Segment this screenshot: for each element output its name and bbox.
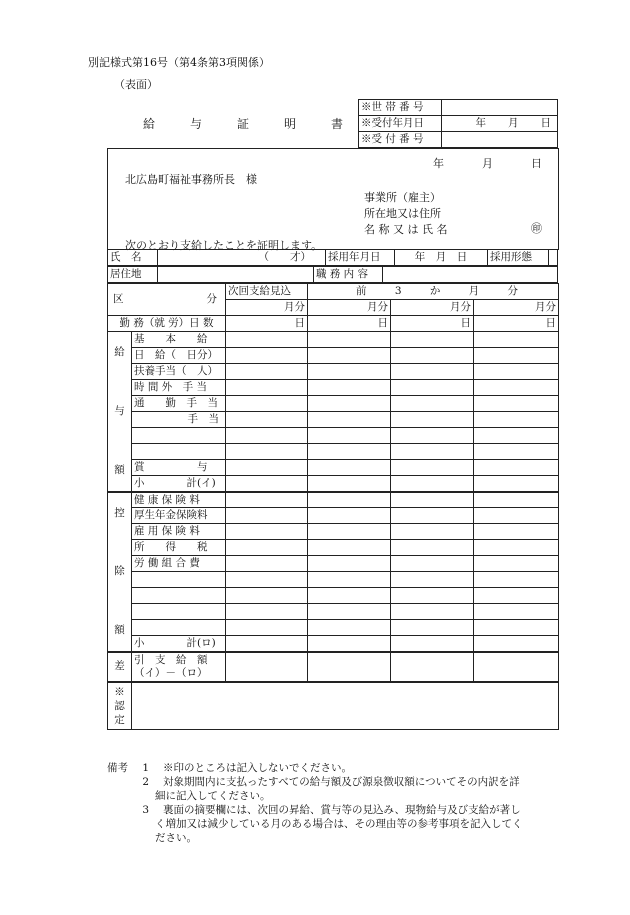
prev-char: 前 — [356, 285, 367, 298]
deduction-cell[interactable] — [308, 492, 391, 508]
category-char: 区 — [113, 293, 124, 306]
pay-cell[interactable] — [308, 332, 391, 348]
net-pay-line2: （イ）－（ロ） — [134, 666, 208, 679]
deduction-cell[interactable] — [391, 636, 474, 652]
deduction-cell[interactable] — [474, 588, 559, 604]
pay-cell[interactable] — [226, 428, 308, 444]
group-char: 除 — [114, 565, 125, 578]
deduction-cell[interactable] — [474, 572, 559, 588]
note-number: 1 — [142, 762, 149, 774]
pay-cell[interactable] — [474, 476, 559, 492]
pay-cell[interactable] — [308, 460, 391, 476]
pay-cell[interactable] — [226, 476, 308, 492]
deduction-cell[interactable] — [226, 508, 308, 524]
notes — [107, 761, 523, 845]
month-3-field[interactable]: 月分 — [474, 300, 559, 316]
pay-cell[interactable] — [226, 412, 308, 428]
receipt-number-field[interactable] — [442, 132, 558, 148]
seal-icon: ㊞ — [531, 222, 542, 235]
deduction-cell[interactable] — [474, 540, 559, 556]
note-text: 細に記入してください。 — [155, 790, 271, 802]
month-label: 月 — [508, 117, 519, 130]
deduction-cell[interactable] — [391, 540, 474, 556]
pay-cell[interactable] — [226, 364, 308, 380]
recognition-field[interactable] — [132, 682, 559, 730]
recognition-label: ※認定 — [108, 682, 132, 730]
pay-cell[interactable] — [391, 332, 474, 348]
deduction-cell[interactable] — [474, 508, 559, 524]
address-label: 所在地又は住所 — [364, 207, 441, 220]
title-char: 証 — [236, 117, 249, 131]
deduction-cell[interactable] — [226, 556, 308, 572]
day-label: 日 — [540, 117, 551, 130]
deduction-cell[interactable] — [391, 620, 474, 636]
title-char: 書 — [330, 117, 343, 131]
month-2-field[interactable]: 月分 — [391, 300, 474, 316]
category-char: 分 — [206, 293, 217, 306]
category-header — [108, 284, 226, 316]
month-label: 月 — [482, 157, 493, 170]
pay-cell[interactable] — [308, 380, 391, 396]
pay-cell[interactable] — [226, 396, 308, 412]
reception-box — [358, 99, 558, 148]
net-pay-label — [132, 652, 226, 682]
deduction-cell[interactable] — [226, 588, 308, 604]
pay-cell[interactable] — [474, 412, 559, 428]
pay-cell[interactable] — [226, 348, 308, 364]
pay-cell[interactable] — [226, 444, 308, 460]
pay-group-label — [108, 332, 132, 492]
name-label: 氏 名 — [108, 250, 158, 266]
work-days-2[interactable]: 日 — [391, 316, 474, 332]
work-days-1[interactable]: 日 — [308, 316, 391, 332]
pay-cell[interactable] — [391, 348, 474, 364]
pay-cell[interactable] — [391, 444, 474, 460]
pay-cell[interactable] — [474, 428, 559, 444]
deduction-cell[interactable] — [308, 636, 391, 652]
group-char: 控 — [114, 506, 125, 519]
pay-cell[interactable] — [474, 444, 559, 460]
employer-name-label: 名 称 又 は 氏 名 — [364, 223, 448, 236]
prev-char: 3 — [394, 285, 402, 298]
pay-row-label: 扶養手当（ 人） — [132, 364, 226, 380]
prev-char: 分 — [507, 285, 518, 298]
note-text: く増加又は減少している月のある場合は、その理由等の参考事項を記入してく — [155, 818, 523, 830]
deduction-cell[interactable] — [308, 604, 391, 620]
hire-date-label: 採用年月日 — [326, 250, 395, 266]
household-number-field[interactable] — [442, 100, 558, 116]
deduction-cell[interactable] — [308, 540, 391, 556]
deduction-cell[interactable] — [308, 556, 391, 572]
deduction-cell[interactable] — [226, 540, 308, 556]
hire-date-field[interactable]: 年 月 日 — [395, 250, 488, 266]
net-cell[interactable] — [226, 652, 308, 682]
residence-field[interactable] — [158, 267, 314, 283]
name-field[interactable] — [158, 250, 326, 266]
pay-cell[interactable] — [391, 380, 474, 396]
note-text: 裏面の摘要欄には、次回の昇給、賞与等の見込み、現物給与及び支給が著し — [163, 804, 521, 816]
pay-cell[interactable] — [474, 332, 559, 348]
deduction-cell[interactable] — [391, 604, 474, 620]
deduction-row-label[interactable] — [132, 572, 226, 588]
deduction-cell[interactable] — [308, 508, 391, 524]
title-char: 明 — [283, 117, 296, 131]
prev-char: 月 — [468, 285, 480, 298]
group-char: 与 — [114, 405, 125, 417]
notes-label: 備考 — [107, 762, 128, 774]
pay-cell[interactable] — [308, 476, 391, 492]
receipt-date-field[interactable] — [442, 116, 558, 132]
group-char: 額 — [114, 624, 125, 636]
pay-cell[interactable] — [308, 412, 391, 428]
residence-label: 居住地 — [108, 267, 158, 283]
deduction-cell[interactable] — [226, 572, 308, 588]
deduction-cell[interactable] — [474, 556, 559, 572]
employee-info-table — [107, 249, 558, 266]
pay-row-label[interactable] — [132, 444, 226, 460]
pay-cell[interactable] — [474, 396, 559, 412]
age-label: （ 才） — [258, 251, 311, 264]
deduction-cell[interactable] — [474, 620, 559, 636]
deduction-cell[interactable] — [391, 572, 474, 588]
note-number: 3 — [142, 804, 149, 816]
residence-table — [107, 266, 558, 283]
deduction-row-label: 厚生年金保険料 — [132, 508, 226, 524]
title-char: 与 — [189, 117, 202, 131]
pay-cell[interactable] — [474, 348, 559, 364]
deduction-row-label: 労 働 組 合 費 — [132, 556, 226, 572]
next-payment-header: 次回支給見込 — [226, 284, 308, 300]
deduction-cell[interactable] — [474, 636, 559, 652]
pay-subtotal-label: 小 計(イ) — [132, 476, 226, 492]
deduction-cell[interactable] — [308, 620, 391, 636]
net-cell[interactable] — [474, 652, 559, 682]
pay-row-label: 基 本 給 — [132, 332, 226, 348]
job-label: 職 務 内 容 — [314, 267, 383, 283]
cert-date — [433, 155, 542, 171]
net-cell[interactable] — [308, 652, 391, 682]
pay-cell[interactable] — [226, 332, 308, 348]
pay-cell[interactable] — [391, 364, 474, 380]
addressee: 北広島町福祉事務所長 様 — [125, 173, 257, 186]
next-month-field[interactable]: 月分 — [226, 300, 308, 316]
deduction-row-label: 所 得 税 — [132, 540, 226, 556]
deduction-cell[interactable] — [474, 524, 559, 540]
pay-row-label: 手 当 — [132, 412, 226, 428]
deduction-cell[interactable] — [391, 508, 474, 524]
prev-3-months-header — [308, 284, 559, 300]
note-text: ださい。 — [155, 832, 197, 844]
deduction-cell[interactable] — [226, 620, 308, 636]
group-char: 給 — [114, 346, 125, 359]
deduction-cell[interactable] — [474, 604, 559, 620]
pay-row-label: 通 勤 手 当 — [132, 396, 226, 412]
job-field[interactable] — [383, 267, 558, 283]
work-days-next[interactable]: 日 — [226, 316, 308, 332]
employer-label: 事業所（雇主） — [364, 191, 441, 204]
pay-cell[interactable] — [391, 396, 474, 412]
deduction-row-label[interactable] — [132, 588, 226, 604]
year-label: 年 — [475, 117, 486, 130]
deduction-cell[interactable] — [226, 604, 308, 620]
net-group-label: 差 — [108, 652, 132, 682]
pay-cell[interactable] — [474, 380, 559, 396]
receipt-number-label: ※受 付 番 号 — [359, 132, 442, 148]
pay-cell[interactable] — [391, 460, 474, 476]
pay-cell[interactable] — [391, 412, 474, 428]
deduction-row-label[interactable] — [132, 620, 226, 636]
note-text: 対象期間内に支払ったすべての給与額及び源泉徴収額についてその内訳を詳 — [163, 776, 520, 788]
pay-cell[interactable] — [226, 460, 308, 476]
pay-cell[interactable] — [308, 348, 391, 364]
month-1-field[interactable]: 月分 — [308, 300, 391, 316]
deduction-cell[interactable] — [226, 524, 308, 540]
pay-row-label: 日 給（ 日分） — [132, 348, 226, 364]
deduction-cell[interactable] — [226, 636, 308, 652]
pay-cell[interactable] — [308, 364, 391, 380]
pay-cell[interactable] — [474, 460, 559, 476]
hire-type-label: 採用形態 — [488, 250, 549, 266]
pay-row-label[interactable] — [132, 428, 226, 444]
day-label: 日 — [531, 157, 542, 170]
form-title — [143, 115, 343, 132]
deduction-cell[interactable] — [391, 556, 474, 572]
deduction-cell[interactable] — [308, 588, 391, 604]
pay-row-label: 賞 与 — [132, 460, 226, 476]
deduction-cell[interactable] — [391, 492, 474, 508]
year-label: 年 — [433, 157, 444, 170]
pay-cell[interactable] — [391, 428, 474, 444]
deduction-row-label: 雇 用 保 険 料 — [132, 524, 226, 540]
form-id: 別記様式第16号（第4条第3項関係） — [88, 56, 270, 69]
deduction-cell[interactable] — [308, 572, 391, 588]
title-char: 給 — [143, 117, 156, 131]
certification-statement: 次のとおり支給したことを証明します。 — [125, 239, 323, 252]
net-pay-line1: 引 支 給 額 — [134, 653, 208, 666]
pay-table — [107, 283, 559, 730]
prev-char: か — [429, 285, 441, 298]
deduction-cell[interactable] — [308, 524, 391, 540]
receipt-date-label: ※受付年月日 — [359, 116, 442, 132]
pay-cell[interactable] — [391, 476, 474, 492]
pay-cell[interactable] — [474, 364, 559, 380]
side-label: （表面） — [114, 78, 158, 91]
pay-cell[interactable] — [226, 380, 308, 396]
pay-cell[interactable] — [308, 444, 391, 460]
deduction-cell[interactable] — [474, 492, 559, 508]
deduction-subtotal-label: 小 計(ロ) — [132, 636, 226, 652]
note-text: ※印のところは記入しないでください。 — [163, 762, 352, 774]
household-number-label: ※世 帯 番 号 — [359, 100, 442, 116]
pay-cell[interactable] — [308, 396, 391, 412]
pay-row-label: 時 間 外 手 当 — [132, 380, 226, 396]
group-char: 額 — [114, 463, 125, 476]
deduction-cell[interactable] — [391, 524, 474, 540]
deduction-cell[interactable] — [391, 588, 474, 604]
pay-cell[interactable] — [308, 428, 391, 444]
deduction-row-label: 健 康 保 険 料 — [132, 492, 226, 508]
certification-box — [107, 148, 559, 250]
deduction-cell[interactable] — [226, 492, 308, 508]
deduction-group-label — [108, 492, 132, 652]
work-days-label: 勤 務（就 労）日 数 — [108, 316, 226, 332]
note-number: 2 — [142, 776, 149, 788]
work-days-3[interactable]: 日 — [474, 316, 559, 332]
net-cell[interactable] — [391, 652, 474, 682]
deduction-row-label[interactable] — [132, 604, 226, 620]
hire-type-field[interactable] — [549, 250, 558, 266]
